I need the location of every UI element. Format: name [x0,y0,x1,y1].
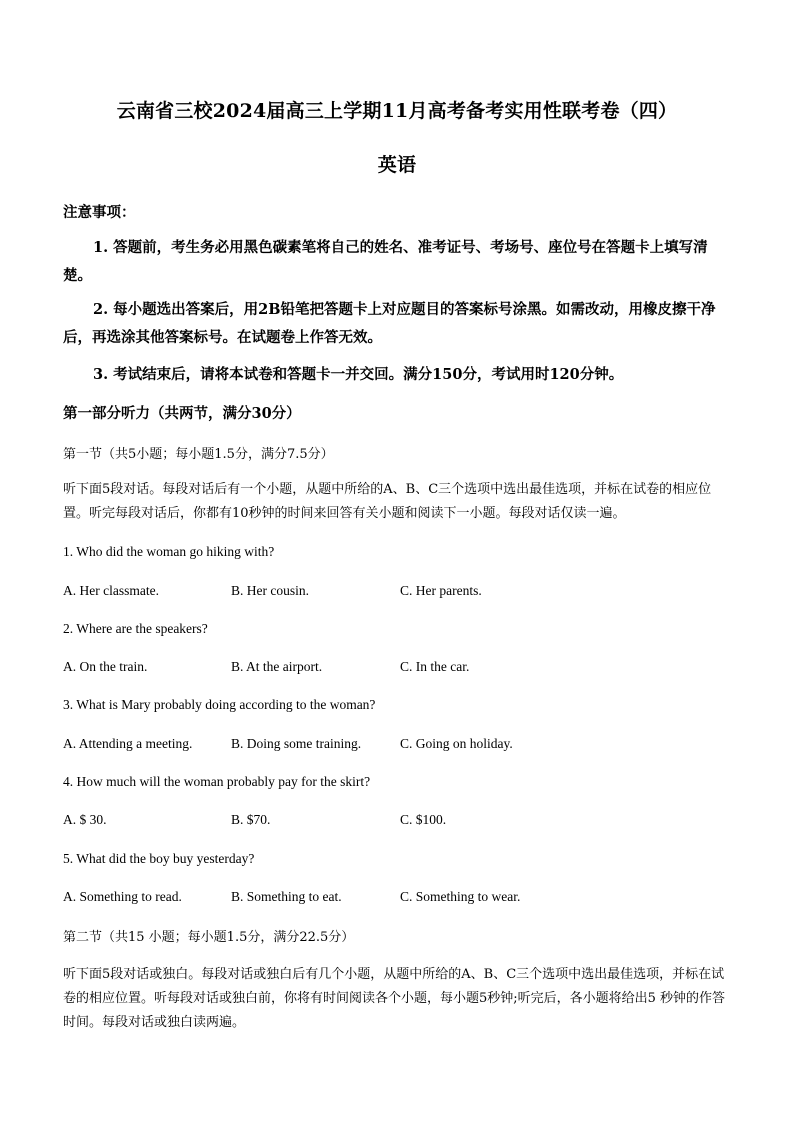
notice-item-3: 3. 考试结束后，请将本试卷和答题卡一并交回。满分150分，考试用时120分钟。 [93,366,624,383]
option-c: C. In the car. [400,659,470,674]
notice-heading: 注意事项： [63,204,136,221]
option-b: B. Something to eat. [231,889,342,904]
notice-item-2: 2. 每小题选出答案后，用2B铅笔把答题卡上对应题目的答案标号涂黑。如需改动，用橡皮擦干净后，再选涂其他答案标号。在试题卷上作答无效。 [63,301,716,346]
section1-instructions: 听下面5段对话。每段对话后有一个小题，从题中所给的A、B、C三个选项中选出最佳选项，并标在试卷的相应位置。听完每段对话后，你都有10秒钟的时间来回答有关小题和阅读下一小题。每段对话仅读一遍。 [63,482,712,521]
section2-heading: 第二节（共15 小题；每小题1.5分，满分22.5分） [63,930,355,945]
question-stem: 1. Who did the woman go hiking with? [63,544,275,559]
option-b: B. Doing some training. [231,736,362,751]
question-stem: 2. Where are the speakers? [63,621,208,636]
question-stem: 5. What did the boy buy yesterday? [63,851,255,866]
option-a: A. Something to read. [63,889,182,904]
question-stem: 4. How much will the woman probably pay for the skirt? [63,774,371,789]
option-b: B. At the airport. [231,659,323,674]
option-a: A. $ 30. [63,812,107,827]
option-c: C. Going on holiday. [400,736,513,751]
option-c: C. $100. [400,812,447,827]
option-a: A. On the train. [63,659,148,674]
notice-item-1: 1. 答题前，考生务必用黑色碳素笔将自己的姓名、准考证号、考场号、座位号在答题卡上填写清楚。 [63,239,708,284]
option-b: B. Her cousin. [231,583,309,598]
option-b: B. $70. [231,812,271,827]
option-a: A. Her classmate. [63,583,159,598]
option-c: C. Something to wear. [400,889,521,904]
subject-title: 英语 [377,154,417,176]
exam-title: 云南省三校2024届高三上学期11月高考备考实用性联考卷（四） [116,100,678,122]
option-a: A. Attending a meeting. [63,736,193,751]
section1-heading: 第一节（共5小题；每小题1.5分，满分7.5分） [63,447,334,462]
option-c: C. Her parents. [400,583,482,598]
part1-heading: 第一部分听力（共两节，满分30分） [63,405,301,422]
question-stem: 3. What is Mary probably doing according to the woman? [63,697,376,712]
section2-instructions: 听下面5段对话或独白。每段对话或独白后有几个小题，从题中所给的A、B、C三个选项中选出最佳选项，并标在试卷的相应位置。听每段对话或独白前，你将有时间阅读各个小题，每小题5秒钟;听完后，各小题将给出5 秒钟的作答时间。每段对话或独白读两遍。 [63,967,726,1030]
